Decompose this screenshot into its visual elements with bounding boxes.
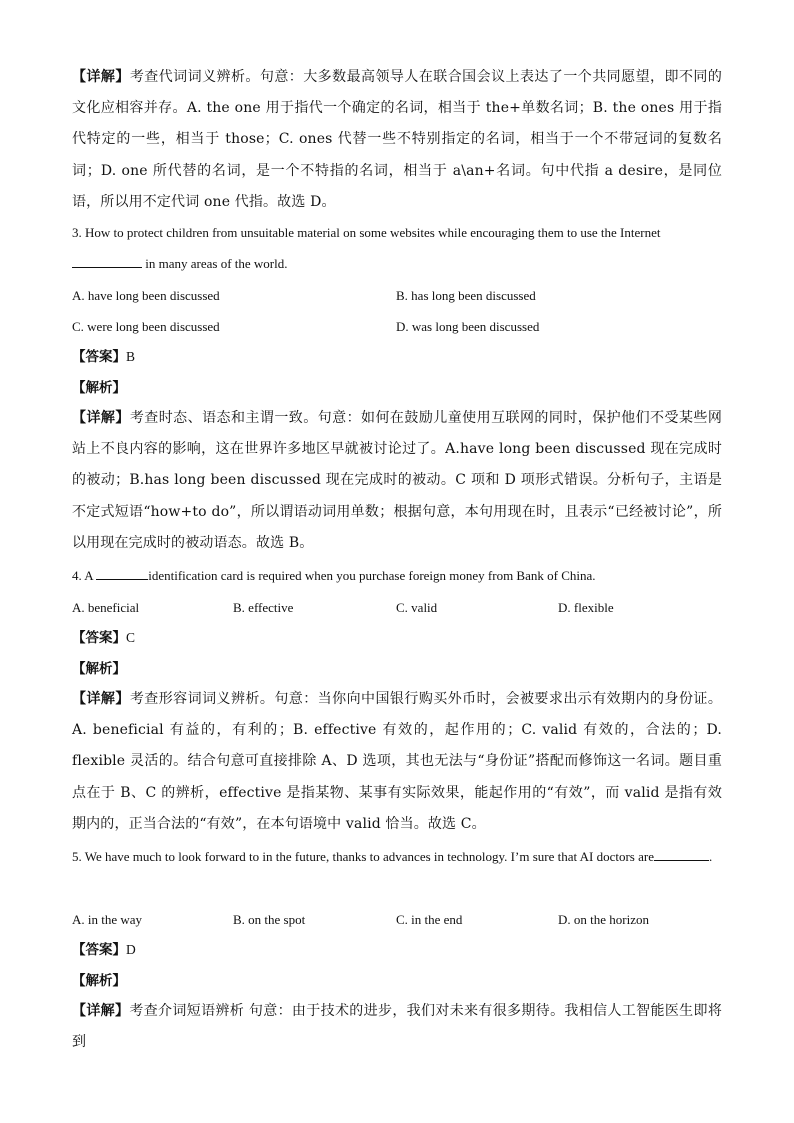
answer-blank <box>654 848 709 861</box>
q3-option-a[interactable]: A. have long been discussed <box>72 288 220 303</box>
q4-analysis-label: 【解析】 <box>72 661 126 677</box>
answer-blank <box>96 567 148 580</box>
q4-answer: 【答案】C <box>72 630 136 646</box>
question-5-stem: 5. We have much to look forward to in the future, thanks to advances in technology. I’m sure that AI doctors are . <box>72 849 713 864</box>
q4-option-b[interactable]: B. effective <box>233 600 294 615</box>
question-3-stem: 3. How to protect children from unsuitable material on some websites while encouraging them to use the Internet in many areas of the world. <box>72 225 661 272</box>
q3-option-d[interactable]: D. was long been discussed <box>396 319 540 334</box>
q3-option-c[interactable]: C. were long been discussed <box>72 319 220 334</box>
q4-explanation: 【详解】考查形容词词义辨析。句意：当你向中国银行购买外币时，会被要求出示有效期内的身份证。A. beneficial 有益的，有利的；B. effective 有效的，起作用的；C. valid 有效的，合法的；D. flexible 灵活的。结合句意可直接排除 A、D 选项，其也无法与“身份证”搭配而修饰这一名词。题目重点在于 B、C 的辨析，effective 是指某物、某事有实际效果，能起作用的“有效”，而 valid 是指有效期内的，正当合法的“有效”，在本句语境中 valid 恰当。故选 C。 <box>72 691 722 832</box>
q5-option-b[interactable]: B. on the spot <box>233 912 306 927</box>
q5-option-a[interactable]: A. in the way <box>72 912 143 927</box>
q2-explanation <box>72 62 722 218</box>
answer-blank <box>72 255 142 268</box>
q3-explanation: 【详解】考查时态、语态和主谓一致。句意：如何在鼓励儿童使用互联网的同时，保护他们不受某些网站上不良内容的影响，这在世界许多地区早就被讨论过了。A.have long been discussed 现在完成时的被动；B.has long been discussed 现在完成时的被动。C 项和 D 项形式错误。分析句子，主语是不定式短语“how+to do”，所以谓语动词用单数；根据句意，本句用现在时，且表示“已经被讨论”，所以用现在完成时的被动语态。故选 B。 <box>72 410 722 551</box>
q5-explanation: 【详解】考查介词短语辨析 句意：由于技术的进步，我们对未来有很多期待。我相信人工智能医生即将到 <box>72 1003 722 1051</box>
q3-answer: 【答案】B <box>72 349 136 365</box>
q3-option-b[interactable]: B. has long been discussed <box>396 288 536 303</box>
explanation-text: 考查代词词义辨析。句意：大多数最高领导人在联合国会议上表达了一个共同愿望，即不同的文化应相容并存。A. the one 用于指代一个确定的名词，相当于 the+单数名词；B. the ones 用于指代特定的一些，相当于 those；C. ones 代替一些不特别指定的名词，相当于一个不带冠词的复数名词；D. one 所代替的名词，是一个不特指的名词，相当于 a\an+名词。句中代指 a desire，是同位语，所以用不定代词 one 代指。故选 D。 <box>72 69 722 210</box>
explanation-tag: 【详解】 <box>72 69 130 85</box>
q4-option-c[interactable]: C. valid <box>396 600 438 615</box>
q5-answer: 【答案】D <box>72 942 136 958</box>
q4-option-d[interactable]: D. flexible <box>558 600 614 615</box>
question-4-stem: 4. A identification card is required when you purchase foreign money from Bank of China. <box>72 568 596 583</box>
q5-option-d[interactable]: D. on the horizon <box>558 912 649 927</box>
q5-analysis-label: 【解析】 <box>72 973 126 989</box>
q5-option-c[interactable]: C. in the end <box>396 912 463 927</box>
q4-option-a[interactable]: A. beneficial <box>72 600 140 615</box>
q3-analysis-label: 【解析】 <box>72 380 126 396</box>
